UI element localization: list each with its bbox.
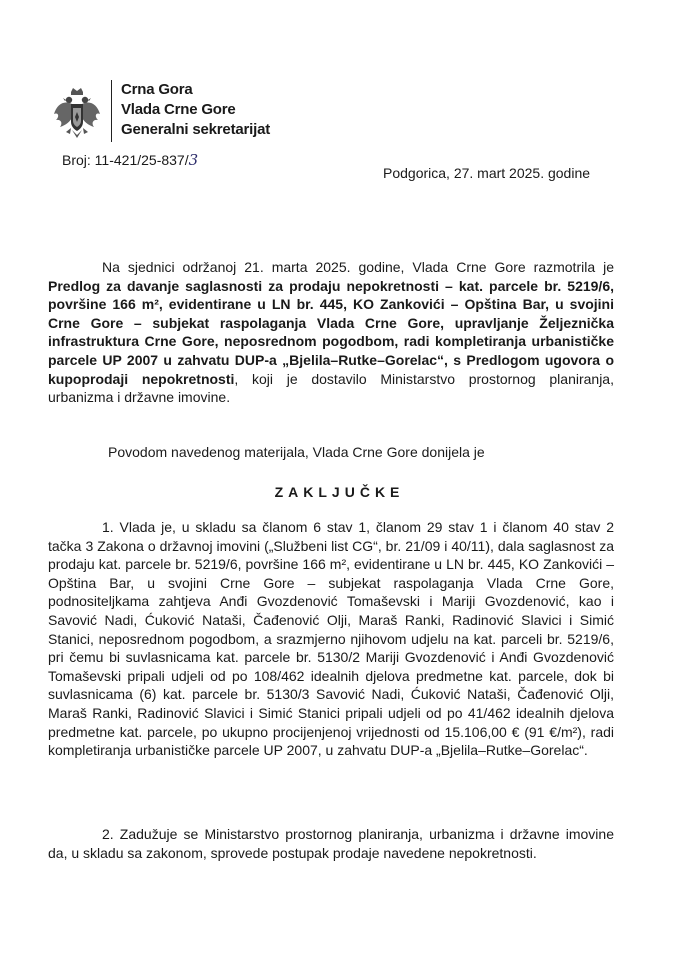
reference-handwritten-digit: 3	[188, 151, 199, 169]
header-secretariat: Generalni sekretarijat	[121, 121, 271, 138]
intro-paragraph	[48, 258, 614, 407]
conclusion-item-1-text: 1. Vlada je, u skladu sa članom 6 stav 1, članom 29 stav 1 i članom 40 stav 2 tačka 3 Zakona o državnoj imovini („Službeni list CG“, br. 21/09 i 40/11), dala saglasnost za prodaju kat. parcele br. 5219/6, površine 166 m², evidentirane u LN br. 445, KO Zankovići – Opština Bar, u svojini Crne Gore – subjekat raspolaganja Vlada Crne Gore, podnositeljkama zahtjeva Anđi Gvozdenović Tomaševski i Mariji Gvozdenović, kao i Savović Nadi, Ćuković Nataši, Čađenović Olji, Maraš Ranki, Radinović Slavici i Simić Stanici, neposrednom pogodbom, a srazmjerno njihovom udjelu na kat. parceli br. 5219/6, pri čemu bi suvlasnicama kat. parcele br. 5130/2 Mariji Gvozdenović i Anđi Gvozdenović Tomaševski pripali udjeli od po 108/462 idealnih djelova predmetne kat. parcele, dok bi suvlasnicama (6) kat. parcele br. 5130/3 Savović Nadi, Ćuković Nataši, Čađenović Olji, Maraš Ranki, Radinović Slavici i Simić Stanici pripali udjeli od po 41/462 idealnih djelova predmetne kat. parcele, po ukupno procijenjenoj vrijednosti od 15.106,00 € (91 €/m²), radi kompletiranja urbanističke parcele UP 2007, u zahvatu DUP-a „Bjelila–Rutke–Gorelac“.	[48, 519, 614, 759]
intro-part1: Na sjednici održanoj 21. marta 2025. godine, Vlada Crne Gore razmotrila je	[102, 259, 614, 275]
conclusions-title: ZAKLJUČKE	[274, 484, 405, 500]
intro-bold-subject: Predlog za davanje saglasnosti za prodaju nepokretnosti – kat. parcele br. 5219/6, površine 166 m², evidentirane u LN br. 445, KO Zankovići – Opština Bar, u svojini Crne Gore – subjekat raspolaganja Vlada Crne Gore, upravljanje Željeznička infrastruktura Crne Gore, neposrednom pogodbom, radi kompletiranja urbanističke parcele UP 2007 u zahvatu DUP-a „Bjelila–Rutke–Gorelac“, s Predlogom ugovora o kupoprodaji nepokretnosti	[48, 277, 614, 387]
conclusion-item-2-text: 2. Zadužuje se Ministarstvo prostornog planiranja, urbanizma i državne imovine da, u skladu sa zakonom, sprovede postupak prodaje navedene nepokretnosti.	[48, 826, 614, 861]
reference-number-label: Broj: 11-421/25-837/	[62, 152, 189, 168]
povodom-line: Povodom navedenog materijala, Vlada Crne Gore donijela je	[108, 444, 485, 460]
coat-of-arms-icon	[52, 86, 102, 148]
header-divider	[111, 80, 112, 142]
header-country: Crna Gora	[121, 81, 193, 98]
reference-number	[62, 151, 198, 169]
document-date: Podgorica, 27. mart 2025. godine	[383, 165, 591, 181]
conclusion-item-1	[48, 518, 614, 760]
conclusion-item-2	[48, 825, 614, 862]
intro-part2: , koji je dostavilo Ministarstvo prostornog planiranja, urbanizma i državne imovine.	[48, 370, 614, 406]
institution-header	[121, 80, 270, 140]
header-government: Vlada Crne Gore	[121, 101, 236, 118]
